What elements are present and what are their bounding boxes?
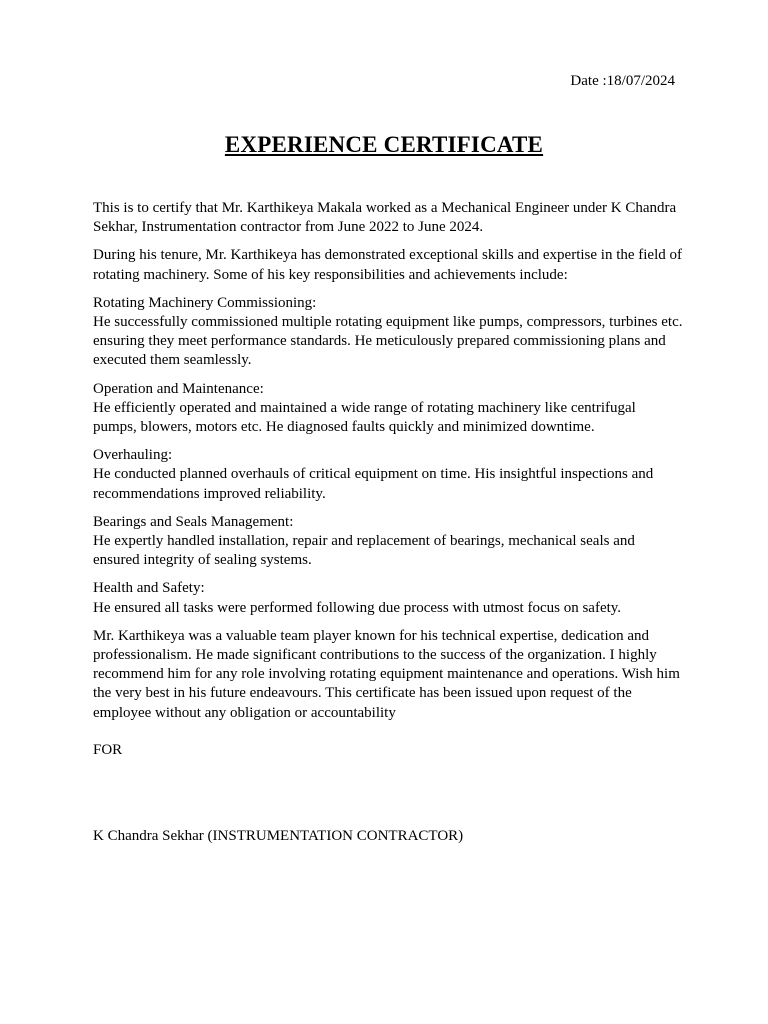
section-heading: Overhauling:: [93, 447, 173, 464]
section-text: He efficiently operated and maintained a wide range of rotating machinery like centrifugal pumps, blowers, motors etc. He diagnosed faults quickly and minimized downtime.: [93, 399, 636, 436]
tenure-paragraph: During his tenure, Mr. Karthikeya has demonstrated exceptional skills and expertise in the field of rotating machinery. Some of his key responsibilities and achievements include:: [93, 247, 683, 283]
section-text: He ensured all tasks were performed following due process with utmost focus on safety.: [93, 599, 622, 616]
closing-paragraph: Mr. Karthikeya was a valuable team player known for his technical expertise, dedication and professionalism. He made significant contributions to the success of the organization. I highly recommend him for any role involving rotating equipment maintenance and operations. Wish him the very best in his future endeavours. This certificate has been issued upon request of the employee without any obligation or accountability: [93, 627, 680, 721]
section-health-safety: [93, 579, 683, 617]
section-bearings-seals: [93, 513, 683, 571]
section-text: He expertly handled installation, repair and replacement of bearings, mechanical seals and ensured integrity of sealing systems.: [93, 533, 635, 569]
signatory-line: K Chandra Sekhar (INSTRUMENTATION CONTRACTOR): [93, 828, 464, 844]
certificate-title: EXPERIENCE CERTIFICATE: [224, 132, 544, 157]
section-text: He conducted planned overhauls of critical equipment on time. His insightful inspections and recommendations improved reliability.: [93, 466, 654, 502]
intro-paragraph: This is to certify that Mr. Karthikeya Makala worked as a Mechanical Engineer under K Chandra Sekhar, Instrumentation contractor from June 2022 to June 2024.: [93, 200, 677, 236]
section-heading: Rotating Machinery Commissioning:: [93, 294, 317, 311]
date-line: Date :18/07/2024: [570, 73, 675, 89]
section-heading: Health and Safety:: [93, 580, 205, 597]
section-heading: Operation and Maintenance:: [93, 380, 264, 397]
section-text: He successfully commissioned multiple rotating equipment like pumps, compressors, turbines etc. ensuring they meet performance standards. He meticulously prepared commissioning plans and executed them seamlessly.: [93, 314, 683, 369]
for-label: FOR: [93, 742, 123, 758]
certificate-body: [93, 199, 683, 732]
section-overhauling: [93, 446, 683, 504]
section-heading: Bearings and Seals Management:: [93, 513, 294, 530]
section-operation-maintenance: [93, 380, 683, 438]
section-commissioning: [93, 294, 683, 371]
